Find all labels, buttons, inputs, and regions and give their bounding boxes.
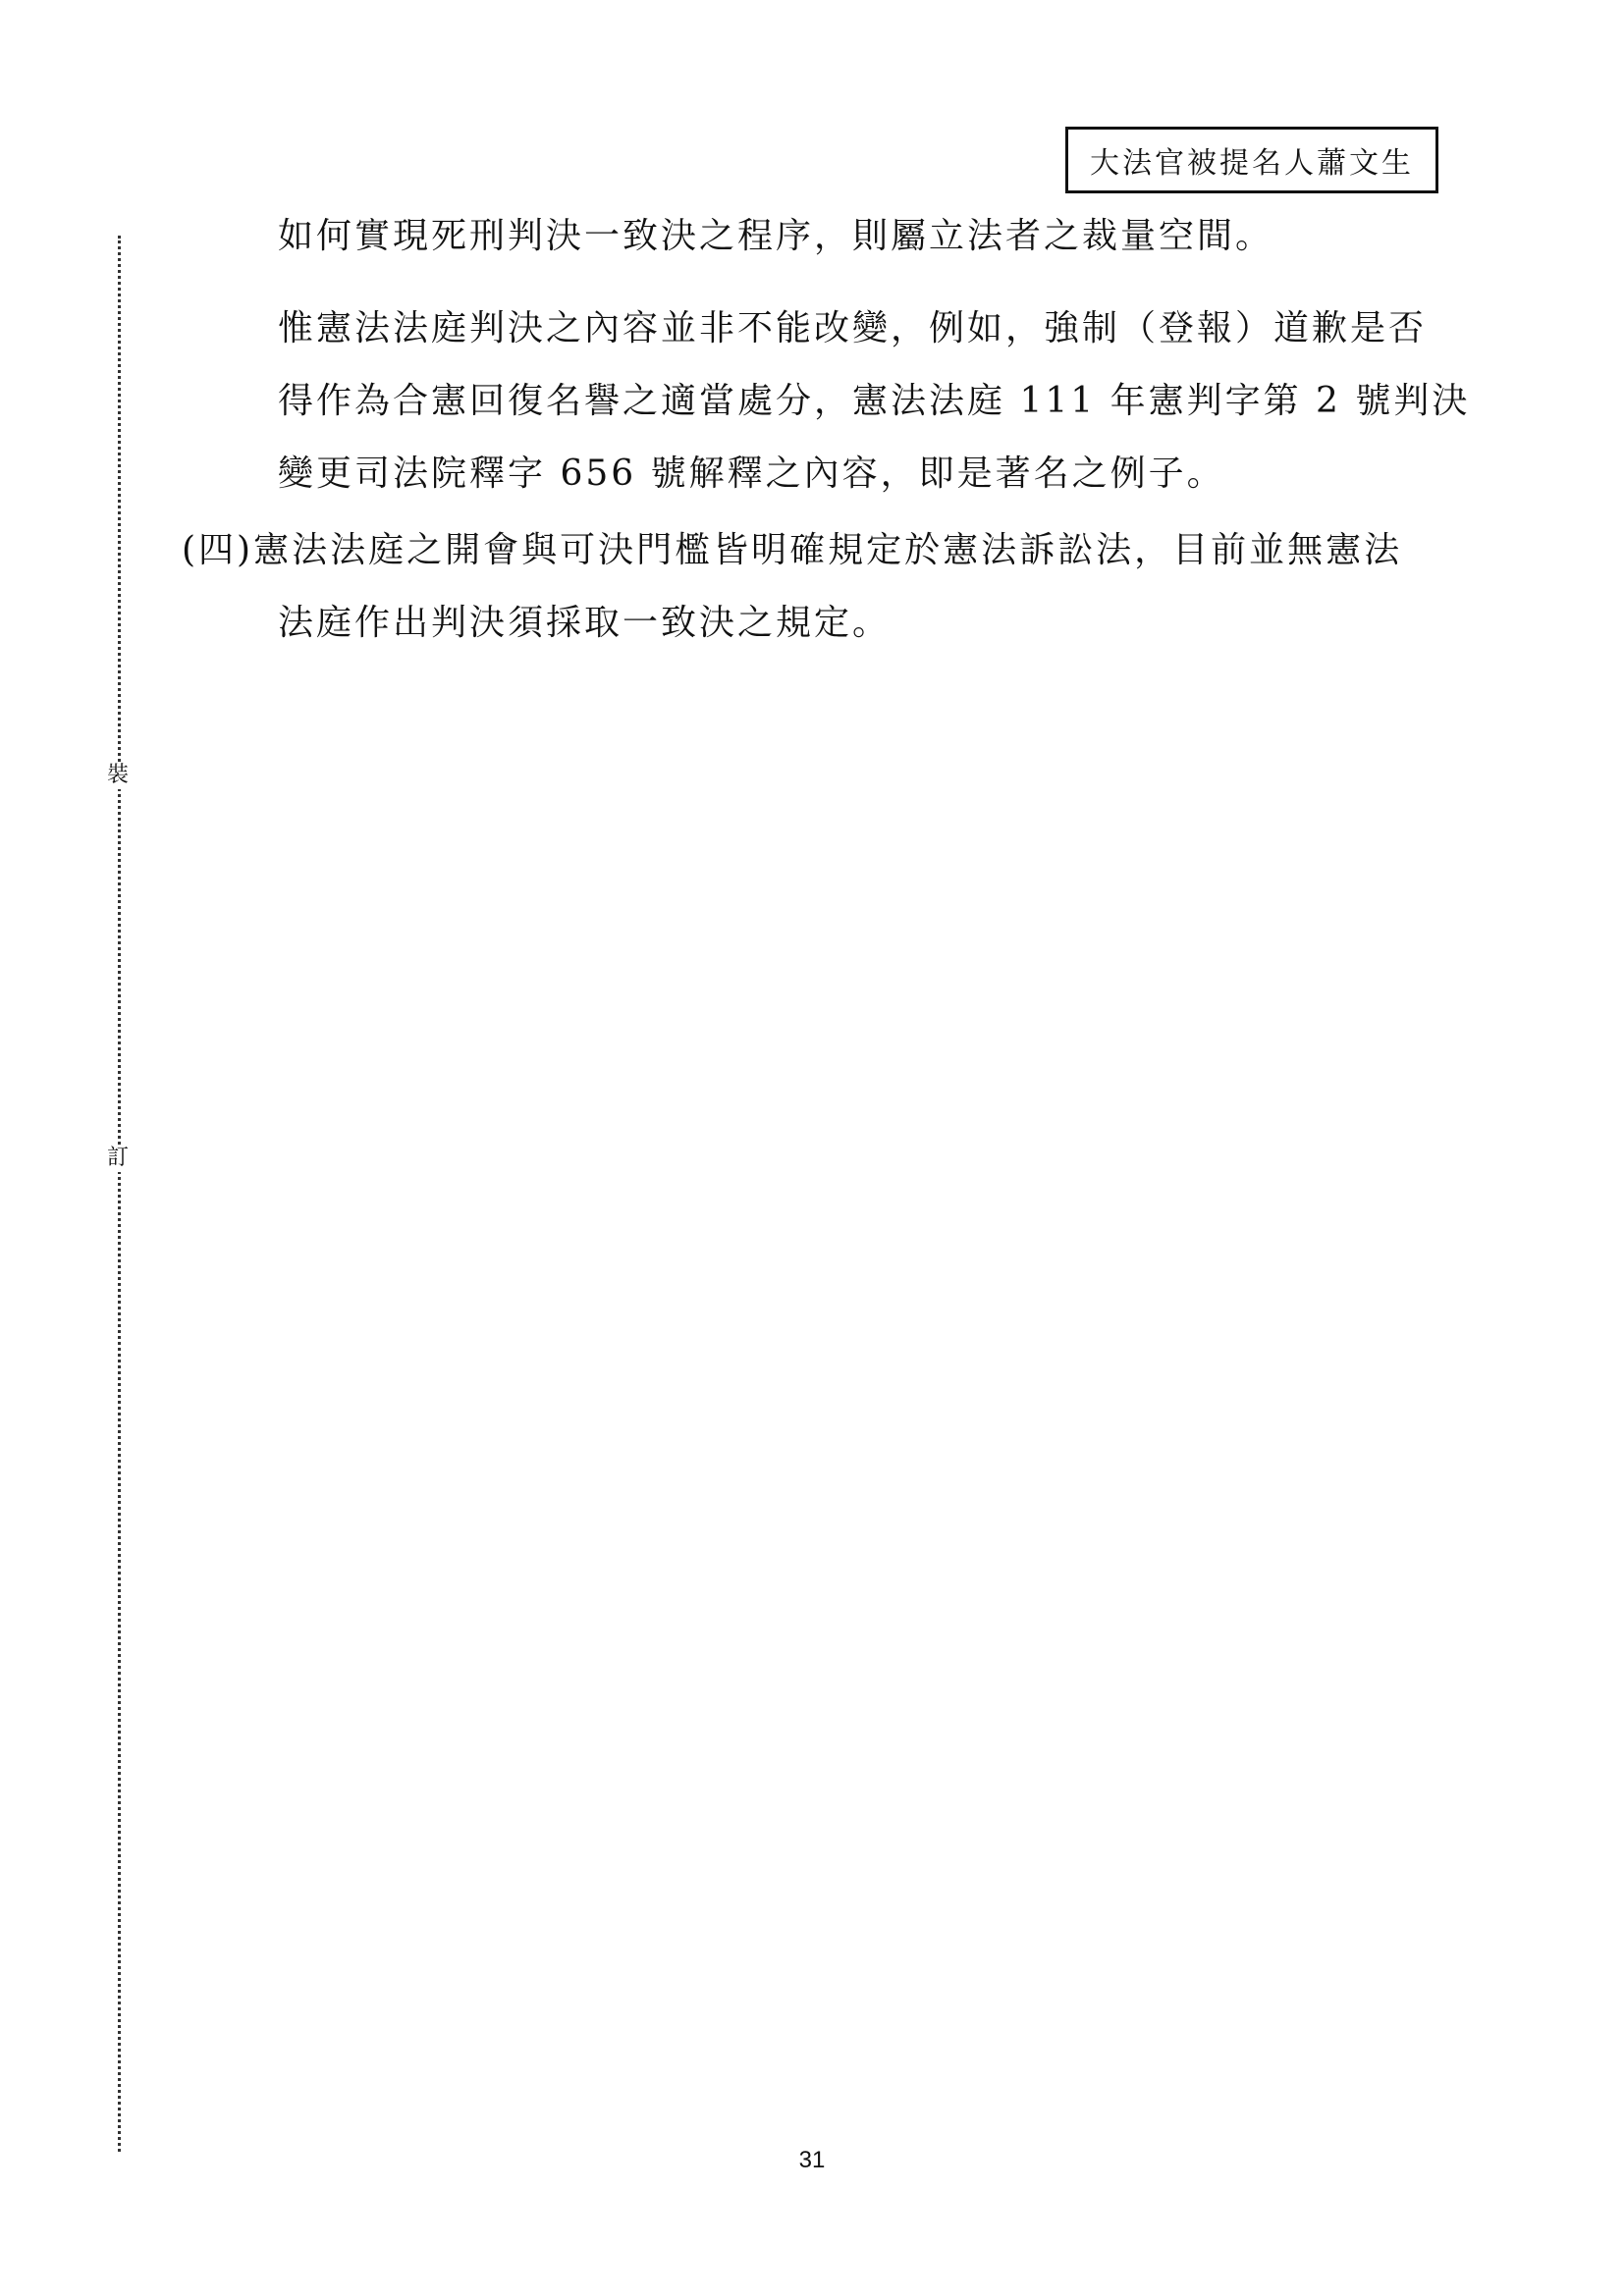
page-number: 31 (798, 2147, 826, 2173)
paragraph-2 (278, 293, 1470, 510)
paragraph-2-line-2: 得作為合憲回復名譽之適當處分，憲法法庭 111 年憲判字第 2 號判決 (278, 381, 1471, 421)
list-item-4-line-2: 法庭作出判決須採取一致決之規定。 (278, 603, 892, 643)
list-item-4 (182, 514, 1402, 660)
list-item-4-marker: (四) (182, 530, 254, 570)
list-item-4-line-1: 憲法法庭之開會與可決門檻皆明確規定於憲法訴訟法，目前並無憲法 (253, 530, 1403, 570)
paragraph-2-line-1: 惟憲法法庭判決之內容並非不能改變，例如，強制（登報）道歉是否 (278, 308, 1428, 348)
paragraph-2-line-3: 變更司法院釋字 656 號解釋之內容，即是著名之例子。 (278, 454, 1225, 494)
paragraph-1-line-1: 如何實現死刑判決一致決之程序，則屬立法者之裁量空間。 (278, 216, 1274, 256)
binding-dotted-line (118, 236, 121, 2152)
paragraph-1 (278, 200, 1273, 273)
header-title-box (1065, 127, 1438, 193)
header-title: 大法官被提名人蕭文生 (1090, 146, 1414, 181)
binding-mark-top: 裝 (101, 762, 135, 789)
binding-mark-bottom: 訂 (101, 1145, 135, 1172)
